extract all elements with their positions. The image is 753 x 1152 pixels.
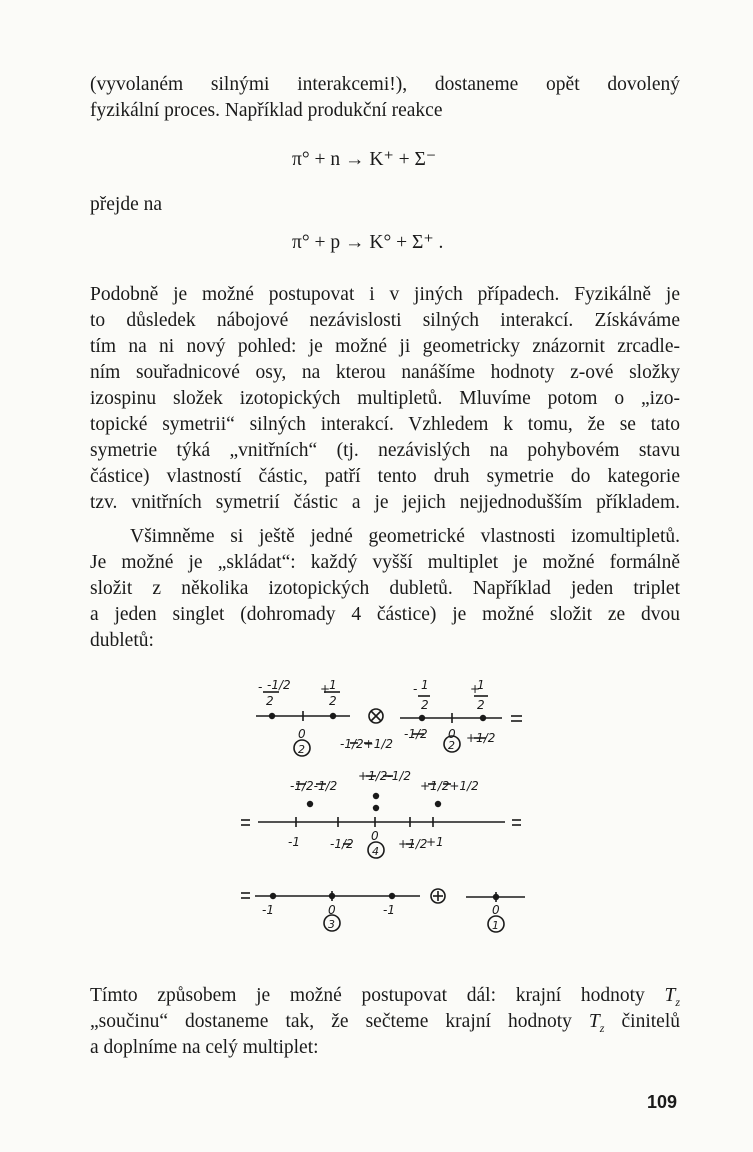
svg-text:1: 1	[477, 678, 485, 692]
svg-text:2: 2	[298, 743, 305, 756]
text-line: a jeden singlet (dohromady 4 částice) je možné složit ze dvou	[90, 604, 680, 625]
state-point	[330, 713, 336, 719]
text-line: a doplníme na celý multiplet:	[90, 1037, 319, 1058]
text-line: tzv. vnitřních symetrií částic a je jejich nejjednodušším příkladem.	[90, 492, 680, 513]
svg-text:+1/2: +1/2	[398, 837, 428, 851]
svg-text:+1/2: +1/2	[466, 731, 496, 745]
svg-text:2: 2	[421, 698, 429, 712]
state-point	[493, 894, 499, 900]
svg-text:1: 1	[421, 678, 429, 692]
state-point	[373, 805, 379, 811]
state-point	[270, 893, 276, 899]
text-line: přejde na	[90, 194, 163, 215]
text-line: složit z několika izotopických dubletů. Například jeden triplet	[90, 578, 680, 599]
text-line: částice) vlastností částic, patří tento druh symetrie do kategorie	[90, 466, 680, 487]
svg-text:+1/2-1/2: +1/2-1/2	[358, 769, 412, 783]
state-point	[373, 793, 379, 799]
text-line: dubletů:	[90, 630, 154, 651]
svg-text:-1/2: -1/2	[267, 678, 291, 692]
svg-text:0: 0	[492, 903, 500, 917]
svg-text:+: +	[470, 682, 481, 696]
text-line: to důsledek nábojové nezávislosti silných interakcí. Získáváme	[90, 310, 680, 331]
equation-reaction-1: π° + n → K⁺ + Σ⁻	[292, 149, 437, 170]
svg-text:-1: -1	[383, 903, 395, 917]
svg-text:-1/2: -1/2	[404, 727, 428, 741]
svg-text:0: 0	[328, 903, 336, 917]
svg-text:0: 0	[371, 829, 379, 843]
svg-text:2: 2	[329, 694, 337, 708]
svg-text:2: 2	[448, 739, 455, 752]
state-point	[480, 715, 486, 721]
state-point	[419, 715, 425, 721]
text-line: „součinu“ dostaneme tak, že sečteme krajní hodnoty $T_z$ činitelů	[90, 1011, 680, 1035]
text-line: tím na ni nový pohled: je možné ji geometricky znázornit zrcadle-	[90, 336, 680, 357]
svg-text:-1/2-1/2: -1/2-1/2	[290, 779, 338, 793]
svg-text:2: 2	[477, 698, 485, 712]
label-neg-half: -	[258, 680, 263, 694]
svg-text:2: 2	[266, 694, 274, 708]
text-line: Je možné je „skládat“: každý vyšší multiplet je možné formálně	[90, 552, 680, 573]
text-line: (vyvolaném silnými interakcemi!), dostaneme opět dovolený	[90, 74, 680, 95]
text-line: symetrie týká „vnitřních“ (tj. nezávislých na pohybovém stavu	[90, 440, 680, 461]
svg-text:3: 3	[328, 918, 335, 931]
svg-text:+1: +1	[426, 835, 444, 849]
svg-text:4: 4	[372, 845, 379, 858]
svg-text:0: 0	[448, 727, 456, 741]
state-point	[389, 893, 395, 899]
text-line: Podobně je možné postupovat i v jiných případech. Fyzikálně je	[90, 284, 680, 305]
svg-text:-1: -1	[262, 903, 274, 917]
state-point	[307, 801, 313, 807]
text-line: Všimněme si ještě jedné geometrické vlastnosti izomultipletů.	[130, 526, 680, 547]
state-point	[435, 801, 441, 807]
text-line: fyzikální proces. Například produkční reakce	[90, 100, 443, 121]
svg-text:-: -	[413, 682, 418, 696]
svg-text:1: 1	[492, 919, 499, 932]
state-point	[269, 713, 275, 719]
svg-text:-1/2+1/2: -1/2+1/2	[340, 737, 394, 751]
svg-text:-1: -1	[288, 835, 300, 849]
svg-text:-1/2: -1/2	[330, 837, 354, 851]
equation-reaction-2: π° + p → K° + Σ⁺ .	[292, 232, 444, 253]
state-point	[329, 893, 335, 899]
svg-text:0: 0	[298, 727, 306, 741]
text-line: Tímto způsobem je možné postupovat dál: krajní hodnoty $T_z$	[90, 985, 680, 1009]
text-line: izospinu složek izotopických multipletů. Mluvíme potom o „izo-	[90, 388, 680, 409]
svg-text:1: 1	[329, 678, 337, 692]
text-line: ním souřadnicové osy, na kterou nanášíme hodnoty z-ové složky	[90, 362, 680, 383]
text-line: topické symetrii“ silných interakcí. Vzhledem k tomu, že se tato	[90, 414, 680, 435]
label-pos-half: +	[320, 682, 331, 696]
page-number: 109	[646, 1092, 677, 1112]
svg-text:+1/2+1/2: +1/2+1/2	[420, 779, 479, 793]
